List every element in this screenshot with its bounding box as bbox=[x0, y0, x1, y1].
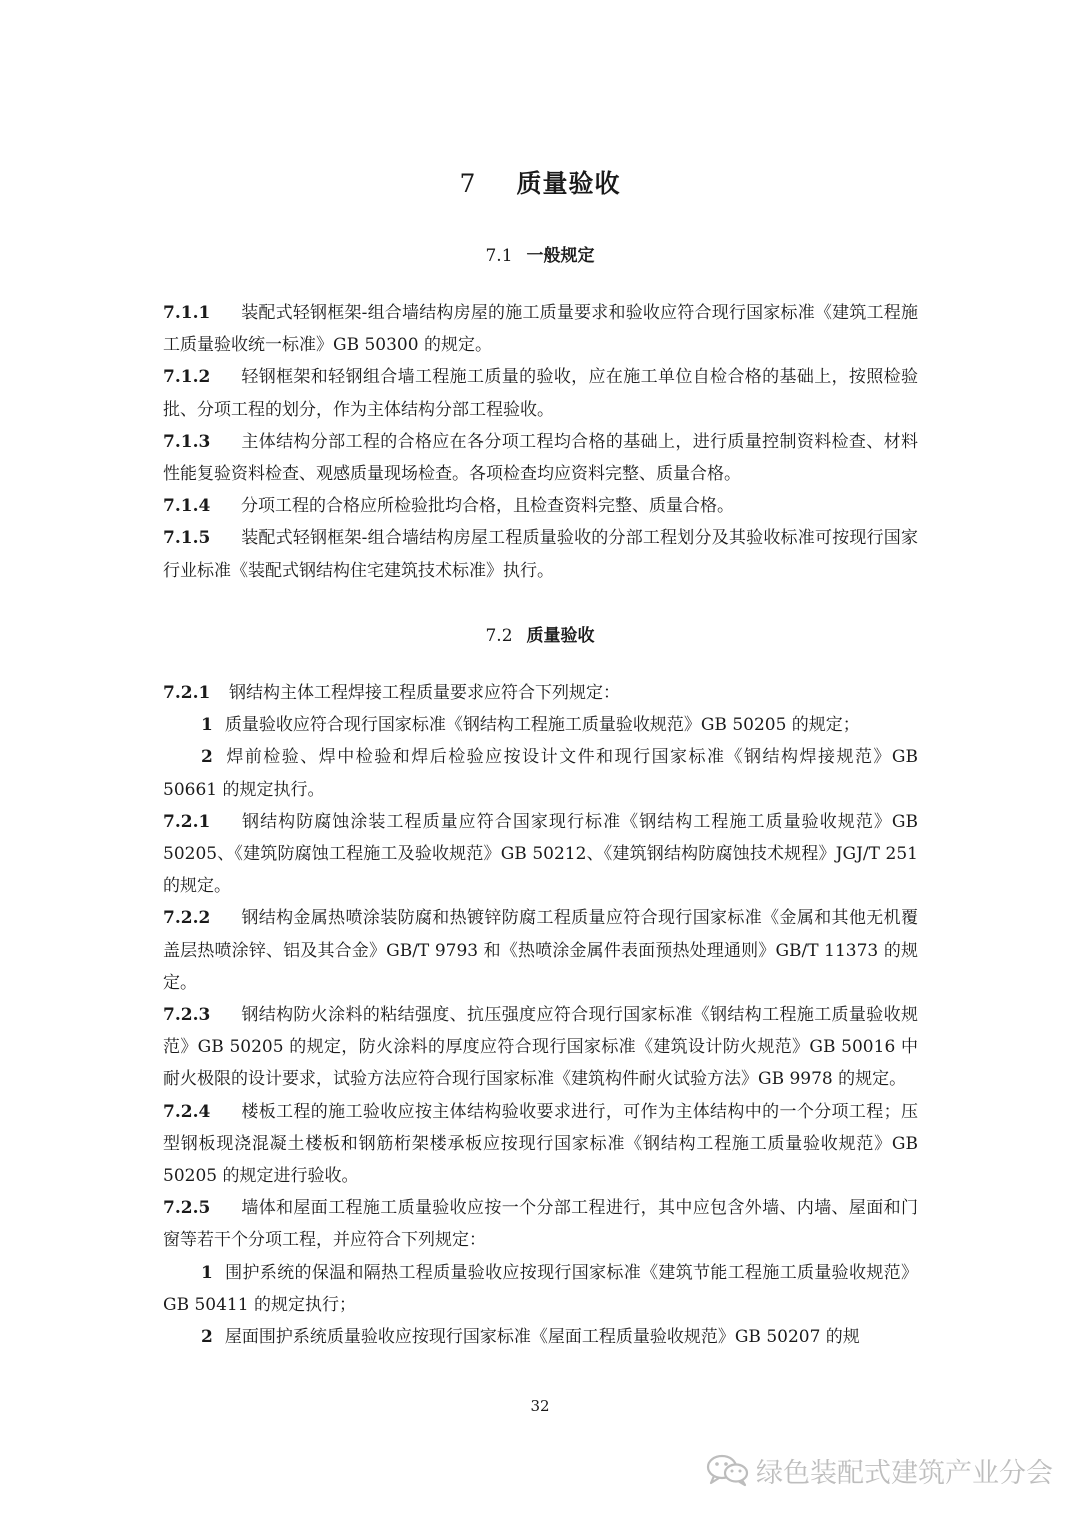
chapter-number: 7 bbox=[459, 169, 477, 198]
list-item: 1 围护系统的保温和隔热工程质量验收应按现行国家标准《建筑节能工程施工质量验收规范》GB 50411 的规定执行； bbox=[163, 1262, 918, 1315]
wechat-icon bbox=[706, 1453, 750, 1487]
clause: 7.1.4 分项工程的合格应所检验批均合格，且检查资料完整、质量合格。 bbox=[163, 496, 734, 517]
list-item: 2 屋面围护系统质量验收应按现行国家标准《屋面工程质量验收规范》GB 50207 的规 bbox=[201, 1327, 860, 1348]
chapter-title bbox=[0, 164, 1080, 200]
clause: 7.2.3 钢结构防火涂料的粘结强度、抗压强度应符合现行国家标准《钢结构工程施工质量验收规范》GB 50205 的规定，防火涂料的厚度应符合现行国家标准《建筑设计防火规范》GB 50016 中耐火极限的设计要求，试验方法应符合现行国家标准《建筑构件耐火试验方法》GB 9978 的规定。 bbox=[163, 1005, 918, 1090]
list-item: 2 焊前检验、焊中检验和焊后检验应按设计文件和现行国家标准《钢结构焊接规范》GB 50661 的规定执行。 bbox=[163, 747, 918, 800]
watermark bbox=[706, 1450, 1053, 1490]
section-7-1-body bbox=[163, 297, 918, 587]
chapter-title-text: 质量验收 bbox=[516, 169, 621, 198]
page-number: 32 bbox=[530, 1397, 550, 1415]
list-item: 1 质量验收应符合现行国家标准《钢结构工程施工质量验收规范》GB 50205 的规定； bbox=[201, 715, 860, 736]
clause: 7.1.2 轻钢框架和轻钢组合墙工程施工质量的验收，应在施工单位自检合格的基础上，按照检验批、分项工程的划分，作为主体结构分部工程验收。 bbox=[163, 367, 918, 420]
watermark-text: 绿色装配式建筑产业分会 bbox=[756, 1457, 1053, 1489]
clause: 7.1.5 装配式轻钢框架-组合墙结构房屋工程质量验收的分部工程划分及其验收标准可按现行国家行业标准《装配式钢结构住宅建筑技术标准》执行。 bbox=[163, 528, 918, 581]
clause: 7.1.1 装配式轻钢框架-组合墙结构房屋的施工质量要求和验收应符合现行国家标准《建筑工程施工质量验收统一标准》GB 50300 的规定。 bbox=[163, 303, 918, 356]
clause: 7.2.1 钢结构主体工程焊接工程质量要求应符合下列规定： bbox=[163, 683, 620, 703]
clause: 7.2.2 钢结构金属热喷涂装防腐和热镀锌防腐工程质量应符合现行国家标准《金属和其他无机覆盖层热喷涂锌、铝及其合金》GB/T 9793 和《热喷涂金属件表面预热处理通则》GB/T 11373 的规定。 bbox=[163, 908, 918, 993]
clause: 7.1.3 主体结构分部工程的合格应在各分项工程均合格的基础上，进行质量控制资料检查、材料性能复验资料检查、观感质量现场检查。各项检查均应资料完整、质量合格。 bbox=[163, 431, 918, 485]
section-title-7-1: 7.1 一般规定 bbox=[485, 246, 595, 266]
section-7-2-body bbox=[163, 677, 918, 1353]
clause: 7.2.5 墙体和屋面工程施工质量验收应按一个分部工程进行，其中应包含外墙、内墙、屋面和门窗等若干个分项工程，并应符合下列规定： bbox=[163, 1198, 918, 1251]
section-title-7-2: 7.2 质量验收 bbox=[485, 626, 595, 646]
clause: 7.2.4 楼板工程的施工验收应按主体结构验收要求进行，可作为主体结构中的一个分项工程；压型钢板现浇混凝土楼板和钢筋桁架楼承板应按现行国家标准《钢结构工程施工质量验收规范》GB 50205 的规定进行验收。 bbox=[163, 1101, 918, 1187]
clause: 7.2.1 钢结构防腐蚀涂装工程质量应符合国家现行标准《钢结构工程施工质量验收规范》GB 50205、《建筑防腐蚀工程施工及验收规范》GB 50212、《建筑钢结构防腐蚀技术规程》JGJ/T 251 的规定。 bbox=[163, 811, 918, 897]
